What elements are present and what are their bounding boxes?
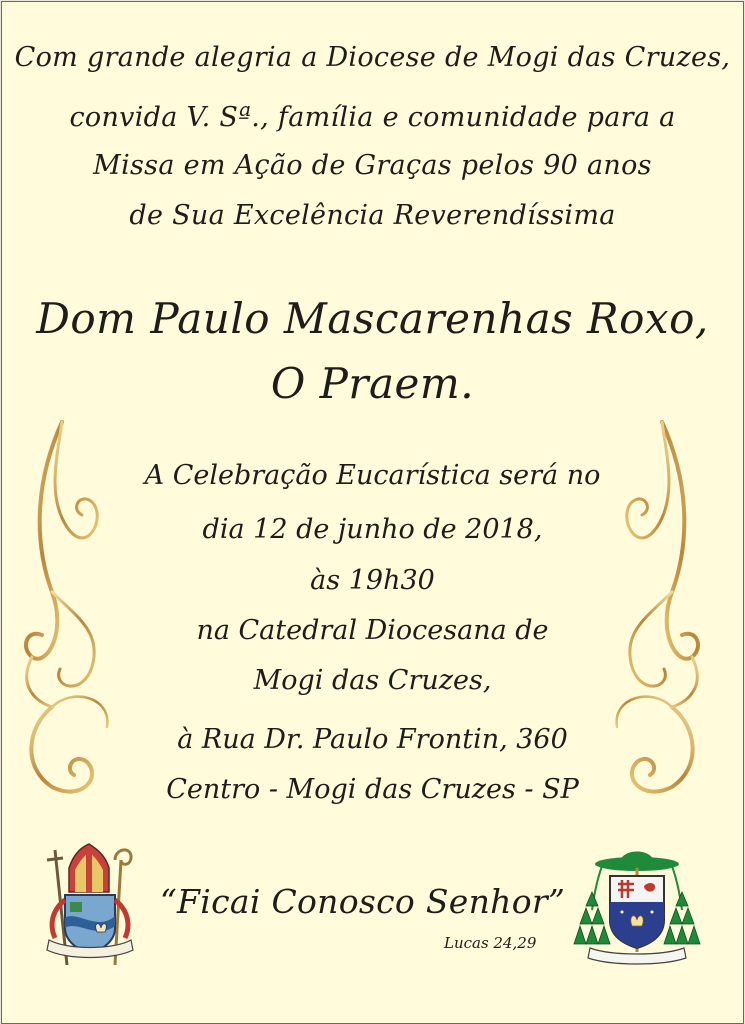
motto-reference: Lucas 24,29	[444, 934, 537, 952]
details-line-1: A Celebração Eucarística será no	[144, 460, 601, 491]
intro-line-2: convida V. Sª., família e comunidade para a	[69, 102, 676, 133]
intro-line-3: Missa em Ação de Graças pelos 90 anos	[93, 150, 652, 181]
intro-line-1: Com grande alegria a Diocese de Mogi das Cruzes,	[14, 42, 731, 73]
motto-text: “Ficai Conosco Senhor”	[159, 882, 566, 921]
details-district: Centro - Mogi das Cruzes - SP	[166, 774, 579, 805]
details-date: dia 12 de junho de 2018,	[202, 514, 543, 545]
invitation-card	[1, 1, 744, 1024]
details-venue: na Catedral Diocesana de	[196, 615, 549, 646]
honoree-title: O Praem.	[270, 359, 475, 408]
bishop-coat-of-arms-icon	[572, 840, 702, 970]
honoree-name: Dom Paulo Mascarenhas Roxo,	[36, 294, 709, 343]
details-time: às 19h30	[310, 565, 435, 596]
details-city: Mogi das Cruzes,	[253, 665, 492, 696]
intro-line-4: de Sua Excelência Reverendíssima	[129, 200, 616, 231]
details-street: à Rua Dr. Paulo Frontin, 360	[177, 724, 568, 755]
